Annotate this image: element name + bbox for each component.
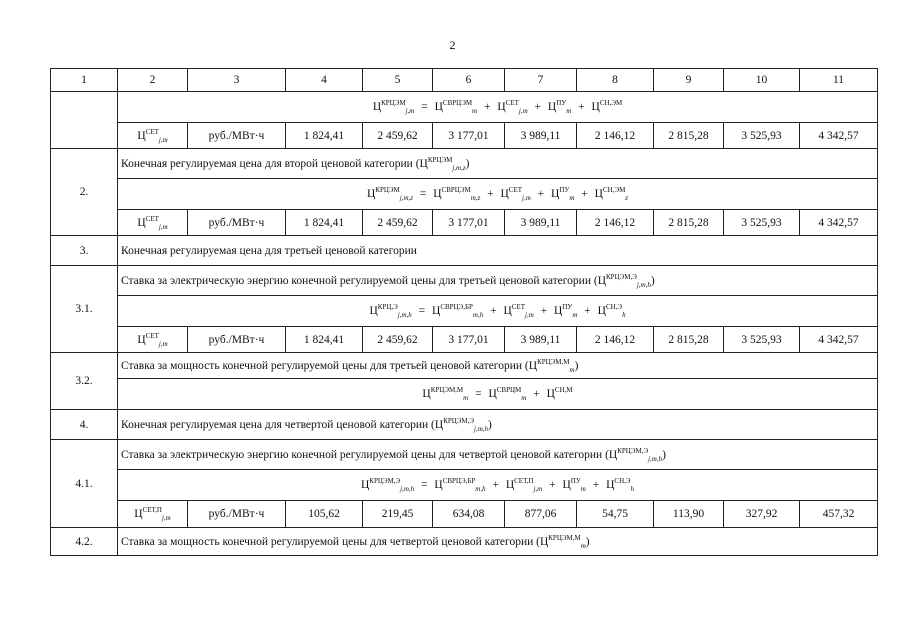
table-row: [51, 470, 878, 501]
col-header: 7: [505, 69, 577, 92]
col-header: 8: [577, 69, 654, 92]
row-description: Ставка за мощность конечной регулируемой цены для третьей ценовой категории $(Ц^{КРЦЭМ,М}_m)$: [118, 353, 878, 379]
formula: $Ц^{КРЦ,Э}_{j,m,h} = Ц^{СВРЦЭ,БР}_{m,h} + Ц^{СЕТ}_{j,m} + Ц^{ПУ}_m + Ц^{СН,Э}_h$: [118, 296, 878, 327]
value-cell: 3 525,93: [724, 123, 800, 149]
value-cell: 3 989,11: [505, 327, 577, 353]
value-cell: 877,06: [505, 501, 577, 528]
formula: $Ц^{КРЦЭМ}_{j,m} = Ц^{СВРЦЭМ}_m + Ц^{СЕТ}_{j,m} + Ц^{ПУ}_m + Ц^{СН,ЭМ}$: [118, 92, 878, 123]
col-header: 5: [363, 69, 433, 92]
value-cell: 3 989,11: [505, 123, 577, 149]
value-cell: 3 525,93: [724, 327, 800, 353]
value-cell: 1 824,41: [286, 327, 363, 353]
table-row: [51, 379, 878, 410]
value-cell: 1 824,41: [286, 210, 363, 236]
col-header: 6: [433, 69, 505, 92]
value-cell: 4 342,57: [800, 123, 878, 149]
header-row: [51, 69, 878, 92]
col-header: 9: [654, 69, 724, 92]
unit-cell: руб./МВт·ч: [188, 501, 286, 528]
row-description: Ставка за мощность конечной регулируемой цены для четвертой ценовой категории $(Ц^{КРЦЭМ,М}_m)$: [118, 528, 878, 556]
row-description: Ставка за электрическую энергию конечной регулируемой цены для третьей ценовой категории $(Ц^{КРЦЭМ,Э}_{j,m,h})$: [118, 266, 878, 296]
table-row: [51, 266, 878, 296]
value-cell: 2 815,28: [654, 210, 724, 236]
value-cell: 2 459,62: [363, 210, 433, 236]
row-number: [51, 92, 118, 149]
value-cell: 327,92: [724, 501, 800, 528]
tariff-table: [50, 68, 878, 556]
value-cell: 457,32: [800, 501, 878, 528]
value-cell: 105,62: [286, 501, 363, 528]
value-cell: 3 177,01: [433, 210, 505, 236]
value-cell: 113,90: [654, 501, 724, 528]
unit-cell: руб./МВт·ч: [188, 327, 286, 353]
table-row: [51, 501, 878, 528]
row-description: Конечная регулируемая цена для третьей ценовой категории: [118, 236, 878, 266]
value-cell: 2 815,28: [654, 327, 724, 353]
symbol-cell: $Ц^{СЕТ}_{j,m}$: [118, 123, 188, 149]
table-row: [51, 179, 878, 210]
table-row: [51, 528, 878, 556]
row-number: 4.: [51, 410, 118, 440]
value-cell: 3 177,01: [433, 327, 505, 353]
formula: $Ц^{КРЦЭМ,Э}_{j,m,h} = Ц^{СВРЦЭ,БР}_{m,h} + Ц^{СЕТ,П}_{j,m} + Ц^{ПУ}_m + Ц^{СН,Э}_h$: [118, 470, 878, 501]
col-header: 2: [118, 69, 188, 92]
value-cell: 2 459,62: [363, 327, 433, 353]
unit-cell: руб./МВт·ч: [188, 123, 286, 149]
value-cell: 2 146,12: [577, 210, 654, 236]
symbol-cell: $Ц^{СЕТ,П}_{j,m}$: [118, 501, 188, 528]
value-cell: 54,75: [577, 501, 654, 528]
table-row: [51, 440, 878, 470]
table-row: [51, 236, 878, 266]
value-cell: 3 177,01: [433, 123, 505, 149]
row-description: Конечная регулируемая цена для четвертой ценовой категории $(Ц^{КРЦЭМ,Э}_{j,m,h})$: [118, 410, 878, 440]
symbol-cell: $Ц^{СЕТ}_{j,m}$: [118, 327, 188, 353]
col-header: 11: [800, 69, 878, 92]
col-header: 10: [724, 69, 800, 92]
value-cell: 219,45: [363, 501, 433, 528]
row-number: 3.1.: [51, 266, 118, 353]
table-row: [51, 296, 878, 327]
row-number: 3.: [51, 236, 118, 266]
unit-cell: руб./МВт·ч: [188, 210, 286, 236]
table-row: [51, 210, 878, 236]
row-number: 3.2.: [51, 353, 118, 410]
row-number: 2.: [51, 149, 118, 236]
table-row: [51, 149, 878, 179]
value-cell: 4 342,57: [800, 210, 878, 236]
symbol-cell: $Ц^{СЕТ}_{j,m}$: [118, 210, 188, 236]
formula: $Ц^{КРЦЭМ,М}_m = Ц^{СВРЦМ}_m + Ц^{СН,М}$: [118, 379, 878, 410]
col-header: 3: [188, 69, 286, 92]
value-cell: 4 342,57: [800, 327, 878, 353]
table-row: [51, 353, 878, 379]
value-cell: 1 824,41: [286, 123, 363, 149]
value-cell: 3 989,11: [505, 210, 577, 236]
value-cell: 3 525,93: [724, 210, 800, 236]
table-row: [51, 327, 878, 353]
value-cell: 634,08: [433, 501, 505, 528]
row-number: 4.1.: [51, 440, 118, 528]
value-cell: 2 146,12: [577, 327, 654, 353]
table-row: [51, 410, 878, 440]
col-header: 1: [51, 69, 118, 92]
value-cell: 2 146,12: [577, 123, 654, 149]
row-description: Ставка за электрическую энергию конечной регулируемой цены для четвертой ценовой категории $(Ц^{КРЦЭМ,Э}_{j,m,h})$: [118, 440, 878, 470]
formula: $Ц^{КРЦЭМ}_{j,m,z} = Ц^{СВРЦЭМ}_{m,z} + Ц^{СЕТ}_{j,m} + Ц^{ПУ}_m + Ц^{СН,ЭМ}_z$: [118, 179, 878, 210]
row-number: 4.2.: [51, 528, 118, 556]
table-row: [51, 92, 878, 123]
row-description: Конечная регулируемая цена для второй ценовой категории $(Ц^{КРЦЭМ}_{j,m,z})$: [118, 149, 878, 179]
value-cell: 2 459,62: [363, 123, 433, 149]
page-number: 2: [449, 38, 456, 52]
value-cell: 2 815,28: [654, 123, 724, 149]
table-row: [51, 123, 878, 149]
col-header: 4: [286, 69, 363, 92]
